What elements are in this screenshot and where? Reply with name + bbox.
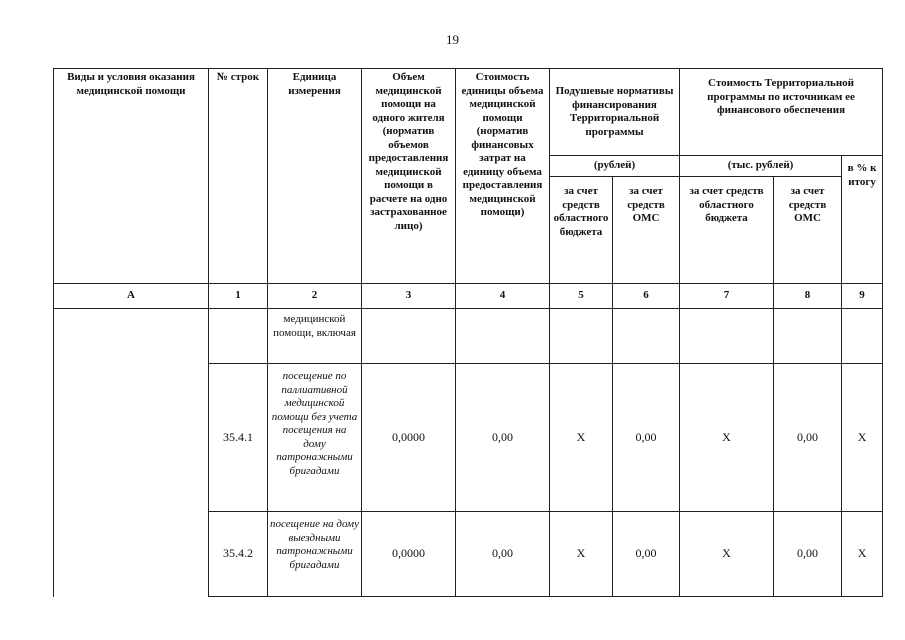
row-line-number: 35.4.2 (209, 512, 268, 597)
row-value-7 (680, 309, 774, 364)
row-value-5 (550, 309, 613, 364)
header-unit-rubles: (рублей) (550, 156, 680, 177)
header-cell-4: Стоимость единицы объема медицинской помощи (норматив финансовых затрат на единицу объема предоставления медицинской помощи) (456, 69, 550, 284)
column-number: 1 (209, 284, 268, 309)
row-value-9: X (842, 364, 883, 512)
row-value-7: X (680, 512, 774, 597)
column-number: А (54, 284, 209, 309)
header-row-1 (54, 69, 883, 156)
row-line-number (209, 309, 268, 364)
financing-table (53, 68, 883, 597)
row-value-6: 0,00 (613, 512, 680, 597)
header-cell-8: за счет средств ОМС (774, 177, 842, 284)
column-number: 7 (680, 284, 774, 309)
header-cell-a: Виды и условия оказания медицинской помощи (54, 69, 209, 284)
row-value-9 (842, 309, 883, 364)
row-value-3 (362, 309, 456, 364)
column-number: 8 (774, 284, 842, 309)
column-number: 3 (362, 284, 456, 309)
header-cell-2: Единица измерения (268, 69, 362, 284)
table-row (54, 309, 883, 364)
column-number: 6 (613, 284, 680, 309)
header-unit-thousand-rubles: (тыс. рублей) (680, 156, 842, 177)
row-unit: посещение на дому выездными патронажными бригадами (268, 512, 362, 597)
page-number: 19 (446, 32, 459, 47)
row-type-cell (54, 309, 209, 597)
row-value-3: 0,0000 (362, 512, 456, 597)
header-cell-3: Объем медицинской помощи на одного жителя (норматив объемов предоставления медицинской помощи в расчете на одно застрахованное лицо) (362, 69, 456, 284)
row-value-5: X (550, 512, 613, 597)
row-line-number: 35.4.1 (209, 364, 268, 512)
row-unit: медицинской помощи, включая (268, 309, 362, 364)
row-value-4: 0,00 (456, 364, 550, 512)
header-cell-9: в % к итогу (842, 156, 883, 284)
row-value-8 (774, 309, 842, 364)
column-number-row (54, 284, 883, 309)
row-value-6 (613, 309, 680, 364)
header-cell-5: за счет средств областного бюджета (550, 177, 613, 284)
row-value-4 (456, 309, 550, 364)
row-value-3: 0,0000 (362, 364, 456, 512)
column-number: 5 (550, 284, 613, 309)
row-value-8: 0,00 (774, 512, 842, 597)
header-group-program-cost: Стоимость Территориальной программы по источникам ее финансового обеспечения (680, 69, 883, 156)
header-cell-6: за счет средств ОМС (613, 177, 680, 284)
header-cell-7: за счет средств областного бюджета (680, 177, 774, 284)
row-value-5: X (550, 364, 613, 512)
column-number: 9 (842, 284, 883, 309)
row-unit: посещение по паллиативной медицинской помощи без учета посещения на дому патронажными бригадами (268, 364, 362, 512)
row-value-8: 0,00 (774, 364, 842, 512)
row-value-6: 0,00 (613, 364, 680, 512)
row-value-9: X (842, 512, 883, 597)
header-cell-1: № строк (209, 69, 268, 284)
row-value-4: 0,00 (456, 512, 550, 597)
column-number: 4 (456, 284, 550, 309)
row-value-7: X (680, 364, 774, 512)
header-group-per-capita: Подушевые нормативы финансирования Территориальной программы (550, 69, 680, 156)
column-number: 2 (268, 284, 362, 309)
